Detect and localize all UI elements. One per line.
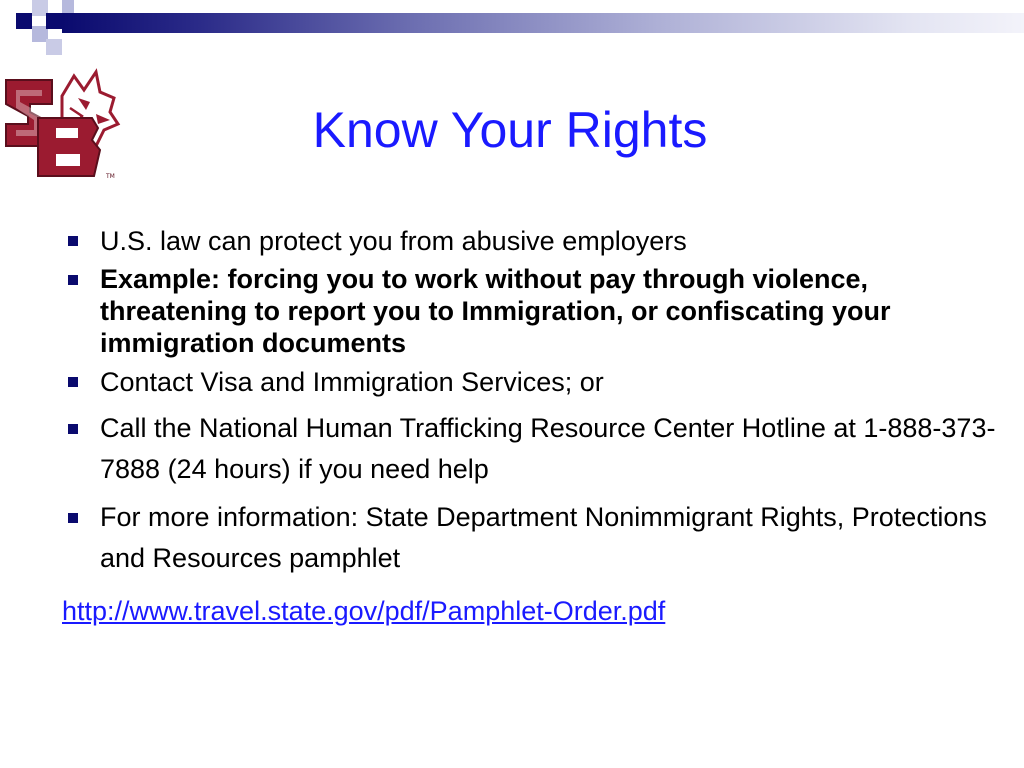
bullet-text: Call the National Human Trafficking Resource Center Hotline at 1-888-373-7888 (24 hours) if you need help	[100, 413, 996, 484]
pamphlet-link[interactable]: http://www.travel.state.gov/pdf/Pamphlet-Order.pdf	[62, 596, 666, 626]
bullet-square-icon	[68, 377, 78, 387]
bullet-text: For more information: State Department Nonimmigrant Rights, Protections and Resources pamphlet	[100, 502, 987, 573]
lavender-square	[46, 39, 62, 55]
svg-text:TM: TM	[106, 173, 115, 180]
navy-square	[46, 13, 62, 29]
bullet-square-icon	[68, 513, 78, 523]
bullet-square-icon	[68, 275, 78, 285]
list-item	[60, 408, 1000, 490]
list-item	[60, 263, 1000, 359]
bullet-square-icon	[68, 424, 78, 434]
bullet-text: Contact Visa and Immigration Services; or	[100, 367, 604, 397]
slide-title: Know Your Rights	[312, 102, 708, 158]
bullet-text: Example: forcing you to work without pay through violence, threatening to report you to Immigration, or confiscating your immigration documents	[100, 264, 891, 358]
list-item	[60, 222, 1000, 260]
header-gradient-bar	[62, 13, 1024, 33]
bullet-square-icon	[68, 236, 78, 246]
list-item	[60, 363, 1000, 401]
bullet-text: U.S. law can protect you from abusive employers	[100, 226, 687, 256]
navy-square	[16, 13, 32, 29]
list-item	[60, 497, 1000, 579]
bullet-list	[60, 222, 1000, 579]
sb-logo	[0, 68, 122, 182]
